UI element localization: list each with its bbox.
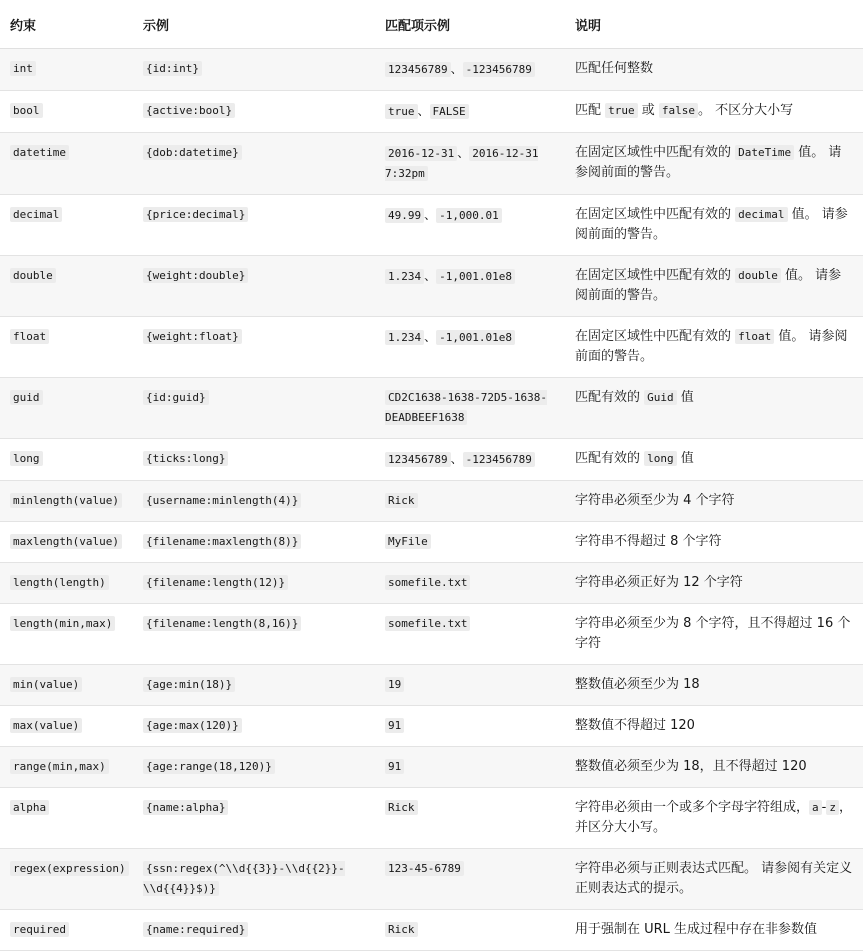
cell-example — [133, 439, 375, 481]
table-header — [0, 0, 863, 49]
cell-matches — [375, 317, 565, 378]
description-text: 匹配 — [575, 103, 606, 118]
table-row — [0, 317, 863, 378]
constraint-code: regex(expression) — [10, 861, 129, 876]
cell-matches — [375, 439, 565, 481]
description-text: 字符串必须正好为 12 个字符 — [575, 575, 743, 590]
description-code: z — [826, 800, 839, 815]
match-code: 91 — [385, 718, 404, 733]
description-code: decimal — [735, 207, 787, 222]
constraint-code: min(value) — [10, 677, 82, 692]
match-code: somefile.txt — [385, 575, 470, 590]
cell-constraint — [0, 706, 133, 747]
cell-matches — [375, 706, 565, 747]
table-row — [0, 849, 863, 910]
description-text: - — [821, 800, 827, 815]
cell-description — [565, 378, 863, 439]
table-row — [0, 604, 863, 665]
cell-matches — [375, 563, 565, 604]
example-code: {age:min(18)} — [143, 677, 235, 692]
cell-description — [565, 747, 863, 788]
cell-constraint — [0, 665, 133, 706]
constraint-code: guid — [10, 390, 43, 405]
cell-description — [565, 665, 863, 706]
separator: 、 — [424, 208, 437, 222]
example-code: {name:alpha} — [143, 800, 228, 815]
description-text: 在固定区域性中匹配有效的 — [575, 145, 736, 160]
separator: 、 — [424, 330, 437, 344]
table-row — [0, 439, 863, 481]
cell-constraint — [0, 91, 133, 133]
example-code: {ssn:regex(^\\d{{3}}-\\d{{2}}-\\d{{4}}$)} — [143, 862, 345, 895]
cell-matches — [375, 788, 565, 849]
table-row — [0, 49, 863, 91]
cell-constraint — [0, 439, 133, 481]
description-text: 在固定区域性中匹配有效的 — [575, 207, 736, 222]
description-code: false — [659, 103, 698, 118]
table-row — [0, 706, 863, 747]
example-code: {price:decimal} — [143, 207, 248, 222]
cell-description — [565, 481, 863, 522]
description-text: 值。 请参阅前面的警告。 — [575, 145, 842, 180]
description-text: 值。 请参阅前面的警告。 — [575, 329, 848, 364]
description-code: true — [605, 103, 638, 118]
constraint-code: range(min,max) — [10, 759, 109, 774]
table-row — [0, 665, 863, 706]
example-code: {dob:datetime} — [143, 145, 242, 160]
description-code: Guid — [644, 390, 677, 405]
cell-description — [565, 133, 863, 195]
description-text: 匹配有效的 — [575, 451, 645, 466]
match-code: 19 — [385, 677, 404, 692]
example-code: {weight:float} — [143, 329, 242, 344]
match-code: -1,000.01 — [436, 208, 502, 223]
match-code: true — [385, 104, 418, 119]
separator: 、 — [424, 269, 437, 283]
cell-description — [565, 91, 863, 133]
description-text: 字符串必须由一个或多个字母字符组成， — [575, 800, 810, 815]
description-text: 整数值必须至少为 18，且不得超过 120 — [575, 759, 807, 774]
constraint-code: max(value) — [10, 718, 82, 733]
description-text: 整数值不得超过 120 — [575, 718, 695, 733]
cell-matches — [375, 195, 565, 256]
header-example: 示例 — [133, 0, 375, 49]
cell-matches — [375, 910, 565, 951]
cell-constraint — [0, 378, 133, 439]
constraint-code: minlength(value) — [10, 493, 122, 508]
header-matches: 匹配项示例 — [375, 0, 565, 49]
cell-example — [133, 706, 375, 747]
description-text: 用于强制在 URL 生成过程中存在非参数值 — [575, 922, 818, 937]
table-row — [0, 378, 863, 439]
description-text: 字符串不得超过 8 个字符 — [575, 534, 722, 549]
cell-example — [133, 133, 375, 195]
example-code: {ticks:long} — [143, 451, 228, 466]
constraint-code: alpha — [10, 800, 49, 815]
cell-example — [133, 49, 375, 91]
example-code: {weight:double} — [143, 268, 248, 283]
description-text: 字符串必须与正则表达式匹配。 请参阅有关定义正则表达式的提示。 — [575, 861, 853, 896]
cell-description — [565, 522, 863, 563]
description-text: 或 — [637, 103, 659, 118]
cell-constraint — [0, 522, 133, 563]
cell-description — [565, 706, 863, 747]
cell-description — [565, 439, 863, 481]
cell-constraint — [0, 788, 133, 849]
cell-matches — [375, 849, 565, 910]
cell-description — [565, 563, 863, 604]
cell-example — [133, 91, 375, 133]
constraint-code: int — [10, 61, 36, 76]
cell-constraint — [0, 317, 133, 378]
cell-matches — [375, 256, 565, 317]
table-row — [0, 256, 863, 317]
cell-matches — [375, 665, 565, 706]
cell-description — [565, 49, 863, 91]
cell-matches — [375, 481, 565, 522]
description-text: 值 — [676, 390, 694, 405]
cell-constraint — [0, 49, 133, 91]
cell-example — [133, 849, 375, 910]
example-code: {age:max(120)} — [143, 718, 242, 733]
match-code: FALSE — [430, 104, 469, 119]
example-code: {username:minlength(4)} — [143, 493, 301, 508]
match-code: -123456789 — [463, 62, 535, 77]
cell-description — [565, 604, 863, 665]
table-row — [0, 522, 863, 563]
match-code: Rick — [385, 493, 418, 508]
separator: 、 — [450, 62, 463, 76]
constraint-code: required — [10, 922, 69, 937]
cell-description — [565, 256, 863, 317]
description-text: 字符串必须至少为 8 个字符，且不得超过 16 个字符 — [575, 616, 851, 651]
separator: 、 — [457, 146, 470, 160]
cell-description — [565, 317, 863, 378]
example-code: {filename:length(8,16)} — [143, 616, 301, 631]
cell-description — [565, 788, 863, 849]
description-code: double — [735, 268, 781, 283]
description-text: 值 — [676, 451, 694, 466]
cell-matches — [375, 49, 565, 91]
cell-example — [133, 522, 375, 563]
description-code: float — [735, 329, 774, 344]
description-text: 值。 请参阅前面的警告。 — [575, 207, 848, 242]
separator: 、 — [417, 104, 430, 118]
match-code: Rick — [385, 922, 418, 937]
cell-example — [133, 747, 375, 788]
cell-constraint — [0, 910, 133, 951]
description-text: 字符串必须至少为 4 个字符 — [575, 493, 735, 508]
cell-example — [133, 481, 375, 522]
table-row — [0, 133, 863, 195]
cell-description — [565, 849, 863, 910]
cell-constraint — [0, 256, 133, 317]
table-row — [0, 563, 863, 604]
example-code: {name:required} — [143, 922, 248, 937]
constraint-code: datetime — [10, 145, 69, 160]
cell-matches — [375, 604, 565, 665]
separator: 、 — [450, 452, 463, 466]
cell-example — [133, 195, 375, 256]
description-code: a — [809, 800, 822, 815]
match-code: CD2C1638-1638-72D5-1638-DEADBEEF1638 — [385, 391, 547, 424]
cell-matches — [375, 91, 565, 133]
constraint-code: float — [10, 329, 49, 344]
cell-matches — [375, 133, 565, 195]
match-code: somefile.txt — [385, 616, 470, 631]
description-text: ，并区分大小写。 — [575, 800, 852, 835]
constraint-code: maxlength(value) — [10, 534, 122, 549]
constraint-code: length(min,max) — [10, 616, 115, 631]
match-code: 1.234 — [385, 330, 424, 345]
description-text: 匹配任何整数 — [575, 61, 654, 76]
cell-matches — [375, 378, 565, 439]
cell-example — [133, 910, 375, 951]
cell-example — [133, 256, 375, 317]
example-code: {id:guid} — [143, 390, 209, 405]
header-description: 说明 — [565, 0, 863, 49]
example-code: {filename:maxlength(8)} — [143, 534, 301, 549]
cell-example — [133, 317, 375, 378]
match-code: 1.234 — [385, 269, 424, 284]
table-row — [0, 788, 863, 849]
match-code: 2016-12-31 — [385, 146, 457, 161]
cell-matches — [375, 522, 565, 563]
match-code: 123456789 — [385, 452, 451, 467]
cell-example — [133, 378, 375, 439]
match-code: 91 — [385, 759, 404, 774]
description-text: 在固定区域性中匹配有效的 — [575, 329, 736, 344]
cell-example — [133, 604, 375, 665]
description-text: 在固定区域性中匹配有效的 — [575, 268, 736, 283]
cell-example — [133, 788, 375, 849]
match-code: 123-45-6789 — [385, 861, 464, 876]
table-row — [0, 910, 863, 951]
constraint-code: decimal — [10, 207, 62, 222]
match-code: MyFile — [385, 534, 431, 549]
description-text: 。 不区分大小写 — [698, 103, 794, 118]
description-code: long — [644, 451, 677, 466]
table-body — [0, 49, 863, 951]
cell-example — [133, 563, 375, 604]
description-text: 匹配有效的 — [575, 390, 645, 405]
match-code: Rick — [385, 800, 418, 815]
cell-constraint — [0, 133, 133, 195]
cell-constraint — [0, 604, 133, 665]
description-text: 值。 请参阅前面的警告。 — [575, 268, 842, 303]
example-code: {active:bool} — [143, 103, 235, 118]
table-row — [0, 481, 863, 522]
example-code: {id:int} — [143, 61, 202, 76]
cell-constraint — [0, 195, 133, 256]
cell-matches — [375, 747, 565, 788]
table-row — [0, 91, 863, 133]
constraint-code: length(length) — [10, 575, 109, 590]
cell-constraint — [0, 481, 133, 522]
match-code: 49.99 — [385, 208, 424, 223]
constraint-code: double — [10, 268, 56, 283]
example-code: {age:range(18,120)} — [143, 759, 275, 774]
example-code: {filename:length(12)} — [143, 575, 288, 590]
cell-constraint — [0, 563, 133, 604]
match-code: -123456789 — [463, 452, 535, 467]
table-row — [0, 747, 863, 788]
description-text: 整数值必须至少为 18 — [575, 677, 700, 692]
constraint-code: bool — [10, 103, 43, 118]
match-code: 123456789 — [385, 62, 451, 77]
match-code: 2016-12-31 7:32pm — [385, 147, 539, 180]
header-constraint: 约束 — [0, 0, 133, 49]
constraint-code: long — [10, 451, 43, 466]
cell-description — [565, 195, 863, 256]
match-code: -1,001.01e8 — [436, 269, 515, 284]
table-row — [0, 195, 863, 256]
match-code: -1,001.01e8 — [436, 330, 515, 345]
cell-constraint — [0, 747, 133, 788]
description-code: DateTime — [735, 145, 794, 160]
cell-description — [565, 910, 863, 951]
cell-constraint — [0, 849, 133, 910]
cell-example — [133, 665, 375, 706]
